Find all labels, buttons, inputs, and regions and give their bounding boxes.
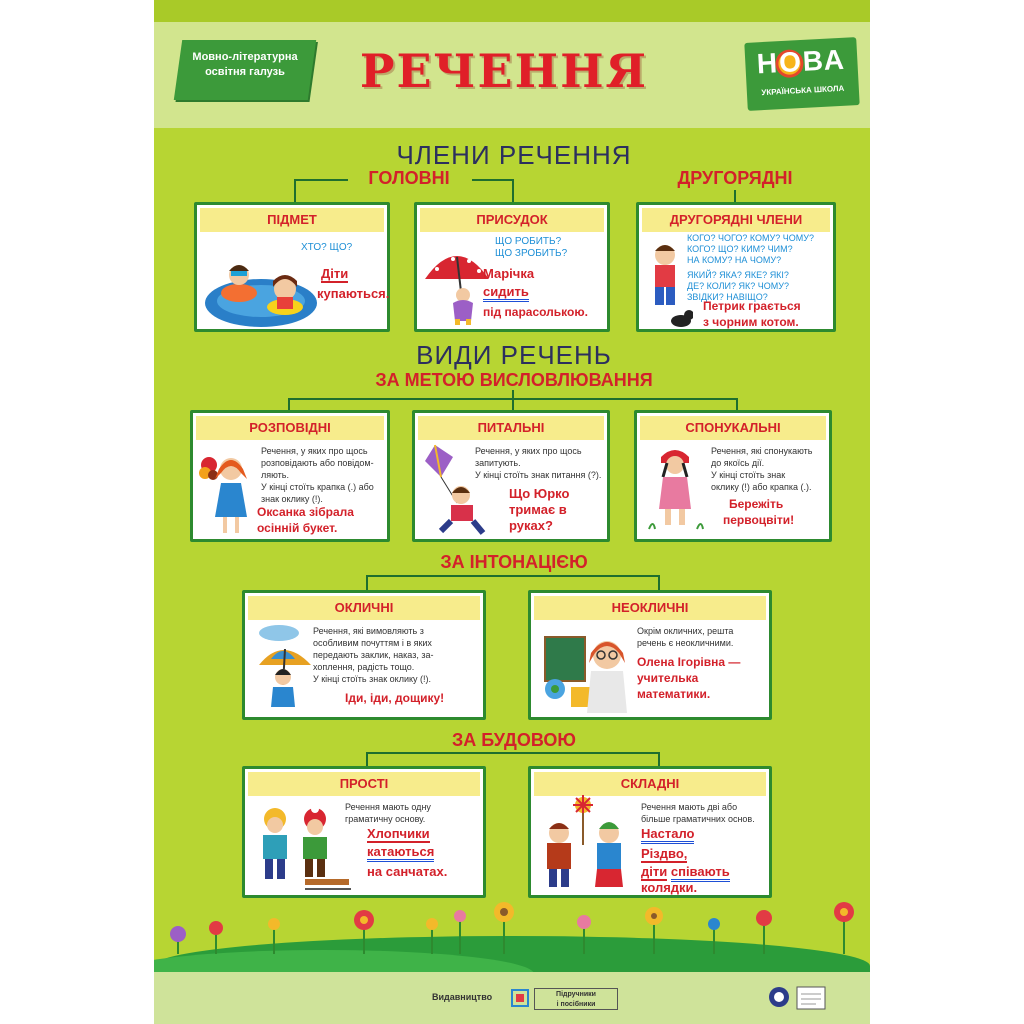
girl-bouquet-illustration: [197, 449, 257, 541]
secondary-example-2: з чорним котом.: [703, 315, 799, 329]
pidmet-example-1: Діти: [321, 266, 349, 281]
card-title: ДРУГОРЯДНІ ЧЛЕНИ: [642, 208, 830, 232]
card-title: ПІДМЕТ: [200, 208, 384, 232]
card-title: ПРИСУДОК: [420, 208, 604, 232]
connector: [472, 179, 514, 181]
nonexclamatory-description: Окрім окличних, решта речень є неокличними.: [637, 626, 734, 648]
nus-logo: [744, 37, 859, 111]
card-imperative: [634, 410, 832, 542]
connector: [734, 190, 736, 202]
prysudok-q2: ЩО ЗРОБИТЬ?: [495, 248, 568, 259]
complex-example-4: колядки.: [641, 880, 698, 895]
interrogative-example-3: руках?: [509, 518, 553, 533]
intonation-label: ЗА ІНТОНАЦІЄЮ: [440, 552, 588, 572]
publisher-logo: Підручники і посібники: [534, 988, 618, 1010]
card-title: НЕОКЛИЧНІ: [534, 596, 766, 620]
carolers-star-illustration: [537, 795, 637, 895]
prysudok-example-3: під парасолькою.: [483, 305, 588, 319]
declarative-description: Речення, у яких про щось розповідають або повідом- ляють. У кінці стоїть крапка (.) або знак оклику (!).: [261, 446, 374, 504]
exclamatory-example: Іди, іди, дощику!: [345, 691, 445, 705]
area-badge-text: [180, 50, 310, 80]
girl-umbrella-illustration: [423, 239, 491, 327]
secondary-questions: КОГО? ЧОГО? КОМУ? ЧОМУ? КОГО? ЩО? КИМ? ЧИМ? НА КОМУ? НА ЧОМУ? ЯКИЙ? ЯКА? ЯКЕ? ЯКІ? ДЕ? КОЛИ? ЯК? ЧОМУ? ЗВІДКИ? НАВІЩО?: [687, 233, 814, 302]
card-pidmet: [194, 202, 390, 332]
card-simple: [242, 766, 486, 898]
connector: [658, 575, 660, 591]
simple-example-1: Хлопчики: [367, 826, 430, 841]
structure-label: ЗА БУДОВОЮ: [452, 730, 576, 750]
imperative-example-2: первоцвіти!: [723, 513, 795, 527]
declarative-example-1: Оксанка зібрала: [257, 505, 354, 519]
boys-sled-illustration: [255, 805, 351, 895]
connector: [512, 390, 514, 412]
logo-word: НОВА: [756, 43, 847, 80]
imperative-description: Речення, які спонукають до якоїсь дії. У кінці стоїть знак оклику (!) або крапка (.).: [711, 446, 813, 492]
connector: [294, 179, 296, 202]
card-nonexclamatory: [528, 590, 772, 720]
publisher-emblem-icon: [510, 988, 530, 1008]
imperative-example-1: Бережіть: [729, 497, 784, 511]
card-secondary-members: [636, 202, 836, 332]
card-title: ОКЛИЧНІ: [248, 596, 480, 620]
exclamatory-description: Речення, які вимовляють з особливим почуттям і в яких передають заклик, наказ, за- хоплення, радість тощо. У кінці стоїть знак оклику (!).: [313, 626, 434, 684]
card-declarative: [190, 410, 390, 542]
emblem-icon: [768, 986, 790, 1008]
main-members-label: ГОЛОВНІ: [368, 168, 450, 188]
card-interrogative: [412, 410, 610, 542]
publisher-label: Видавництво: [432, 992, 493, 1002]
connector: [366, 575, 660, 577]
card-title: ПИТАЛЬНІ: [418, 416, 604, 440]
flowers-illustration: [154, 896, 870, 956]
poster: [154, 0, 870, 1024]
interrogative-description: Речення, у яких про щось запитують. У кінці стоїть знак питання (?).: [475, 446, 602, 480]
complex-example-3: діти співають: [641, 863, 730, 880]
girl-snowdrops-illustration: [647, 443, 707, 539]
girl-rain-umbrella-illustration: [249, 625, 319, 717]
prysudok-example-2: сидить: [483, 283, 529, 300]
area-line-2: освітня галузь: [205, 66, 285, 78]
complex-example-2: Різдво,: [641, 846, 688, 861]
nonexclamatory-example-3: математики.: [637, 687, 711, 701]
complex-example-1: Настало: [641, 825, 694, 842]
nonexclamatory-example-1: Олена Ігорівна —: [637, 655, 741, 669]
area-line-1: Мовно-літературна: [192, 51, 298, 63]
simple-example-3: на санчатах.: [367, 864, 448, 879]
card-prysudok: [414, 202, 610, 332]
purpose-label: ЗА МЕТОЮ ВИСЛОВЛЮВАННЯ: [375, 370, 653, 390]
nonexclamatory-example-2: учителька: [637, 671, 699, 685]
complex-description: Речення мають дві або більше граматичних основ.: [641, 802, 755, 824]
prysudok-q1: ЩО РОБИТЬ?: [495, 236, 562, 247]
pidmet-example-2: купаються.: [317, 286, 390, 301]
boy-cat-illustration: [643, 239, 693, 331]
types-heading: ВИДИ РЕЧЕНЬ: [416, 340, 612, 370]
simple-description: Речення мають одну граматичну основу.: [345, 802, 431, 824]
card-title: РОЗПОВІДНІ: [196, 416, 384, 440]
card-complex: [528, 766, 772, 898]
declarative-example-2: осінній букет.: [257, 521, 338, 535]
card-exclamatory: [242, 590, 486, 720]
prysudok-example-1: Марічка: [483, 266, 535, 281]
certification-icon: [796, 986, 826, 1010]
card-title: СПОНУКАЛЬНІ: [640, 416, 826, 440]
pidmet-questions: ХТО? ЩО?: [301, 242, 353, 253]
teacher-illustration: [541, 623, 631, 719]
card-title: СКЛАДНІ: [534, 772, 766, 796]
connector: [366, 752, 660, 754]
members-heading: ЧЛЕНИ РЕЧЕННЯ: [396, 140, 632, 170]
connector: [366, 575, 368, 591]
secondary-example-1: Петрик грається: [703, 299, 801, 313]
logo-subtitle: УКРАЇНСЬКА ШКОЛА: [761, 83, 845, 98]
secondary-members-label: ДРУГОРЯДНІ: [677, 168, 793, 188]
card-title: ПРОСТІ: [248, 772, 480, 796]
swimming-kids-illustration: [205, 241, 319, 329]
page-title: РЕЧЕННЯ: [359, 44, 649, 98]
top-strip: [154, 0, 870, 22]
simple-example-2: катаються: [367, 843, 434, 860]
connector: [294, 179, 348, 181]
interrogative-example-1: Що Юрко: [509, 486, 570, 501]
connector: [512, 179, 514, 202]
interrogative-example-2: тримає в: [509, 502, 567, 517]
